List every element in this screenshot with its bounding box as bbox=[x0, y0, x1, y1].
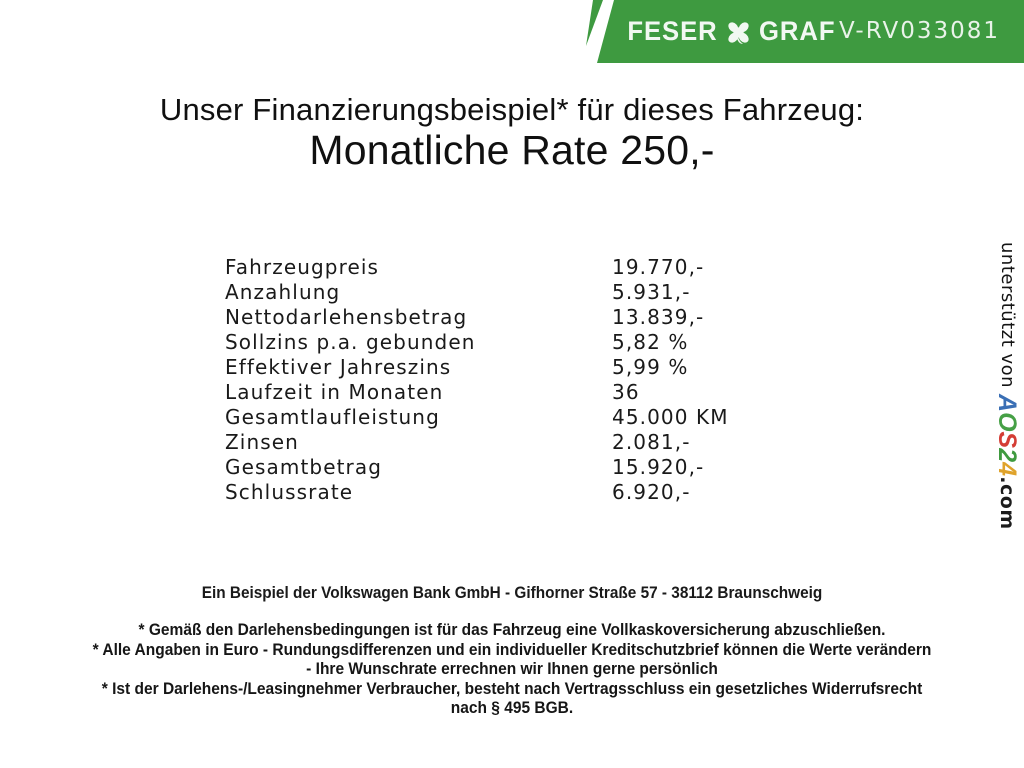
row-label: Gesamtbetrag bbox=[225, 455, 383, 479]
row-value: 19.770,- bbox=[612, 255, 705, 279]
table-row bbox=[225, 455, 729, 480]
banner-corner-sliver bbox=[586, 0, 603, 46]
table-row bbox=[225, 330, 729, 355]
disclaimer-block bbox=[31, 621, 994, 719]
brand-name-left: FESER bbox=[626, 15, 718, 46]
table-row bbox=[225, 430, 729, 455]
bank-example-line: Ein Beispiel der Volkswagen Bank GmbH - Gifhorner Straße 57 - 38112 Braunschweig bbox=[201, 584, 823, 602]
table-row bbox=[225, 480, 729, 505]
table-row bbox=[225, 255, 729, 280]
row-value: 2.081,- bbox=[612, 430, 691, 454]
monthly-rate-title: Monatliche Rate 250,- bbox=[309, 127, 715, 173]
table-row bbox=[225, 280, 729, 305]
vehicle-code: V-RV033081 bbox=[839, 18, 1000, 44]
row-value: 5.931,- bbox=[612, 280, 691, 304]
row-label: Gesamtlaufleistung bbox=[225, 405, 440, 429]
aos-logo-letter: A bbox=[993, 394, 1021, 413]
aos-logo-letter: 2 bbox=[993, 448, 1021, 463]
disclaimer-line: * Ist der Darlehens-/Leasingnehmer Verbraucher, besteht nach Vertragsschluss ein gesetzliches Widerrufsrecht bbox=[101, 679, 923, 698]
aos-domain-suffix: .com bbox=[996, 476, 1018, 530]
row-label: Zinsen bbox=[225, 430, 299, 454]
supported-by-label: unterstützt von bbox=[997, 242, 1018, 395]
row-value: 13.839,- bbox=[612, 305, 705, 329]
table-row bbox=[225, 405, 729, 430]
aos-logo-letter: 4 bbox=[993, 462, 1021, 477]
brand-name-right: GRAF bbox=[758, 15, 836, 46]
row-label: Nettodarlehensbetrag bbox=[225, 305, 468, 329]
brand-logo bbox=[625, 0, 1000, 62]
finance-table bbox=[225, 255, 729, 505]
row-label: Fahrzeugpreis bbox=[225, 255, 380, 279]
clover-icon bbox=[725, 19, 752, 46]
row-label: Effektiver Jahreszins bbox=[225, 355, 452, 379]
row-value: 15.920,- bbox=[612, 455, 705, 479]
aos-logo-letter: O bbox=[993, 412, 1021, 432]
table-row bbox=[225, 380, 729, 405]
row-label: Schlussrate bbox=[225, 480, 354, 504]
table-row bbox=[225, 355, 729, 380]
table-row bbox=[225, 305, 729, 330]
row-label: Sollzins p.a. gebunden bbox=[225, 330, 476, 354]
aos-logo-letter: S bbox=[993, 431, 1021, 449]
row-value: 36 bbox=[612, 380, 640, 404]
row-value: 5,99 % bbox=[612, 355, 689, 379]
disclaimer-line: * Gemäß den Darlehensbedingungen ist für das Fahrzeug eine Vollkaskoversicherung abzuschließen. bbox=[138, 621, 886, 639]
disclaimer-line: nach § 495 BGB. bbox=[450, 699, 574, 717]
disclaimer-line: * Alle Angaben in Euro - Rundungsdifferenzen und ein individueller Kreditschutzbrief können die Werte verändern bbox=[92, 640, 932, 659]
supported-by-strip bbox=[992, 242, 1021, 530]
row-label: Laufzeit in Monaten bbox=[225, 380, 444, 404]
aos-logo-letters bbox=[993, 394, 1021, 477]
row-value: 5,82 % bbox=[612, 330, 689, 354]
disclaimer-line: - Ihre Wunschrate errechnen wir Ihnen gerne persönlich bbox=[306, 660, 718, 678]
row-value: 45.000 KM bbox=[612, 405, 729, 429]
page-title: Unser Finanzierungsbeispiel* für dieses Fahrzeug: bbox=[159, 92, 865, 127]
row-label: Anzahlung bbox=[225, 280, 341, 304]
row-value: 6.920,- bbox=[612, 480, 691, 504]
